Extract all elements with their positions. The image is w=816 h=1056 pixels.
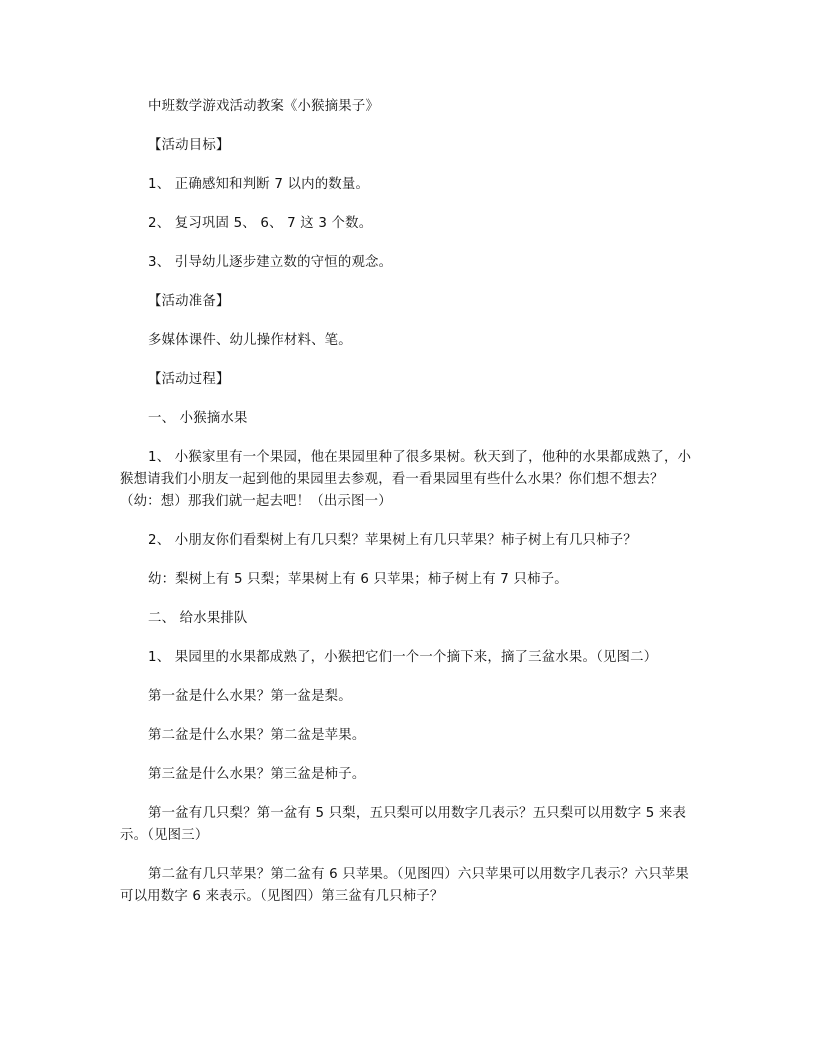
section-heading-2: 二、 给水果排队 <box>148 611 248 626</box>
process-paragraph-5: 第一盆是什么水果？第一盆是梨。 <box>148 689 352 704</box>
prep-materials: 多媒体课件、幼儿操作材料、笔。 <box>148 333 352 348</box>
heading-activity-prep: 【活动准备】 <box>148 294 230 309</box>
goal-item-2: 2、 复习巩固 5、 6、 7 这 3 个数。 <box>148 216 373 231</box>
section-heading-1: 一、 小猴摘水果 <box>148 411 248 426</box>
heading-activity-process: 【活动过程】 <box>148 372 230 387</box>
document-title: 中班数学游戏活动教案《小猴摘果子》 <box>148 99 380 114</box>
process-paragraph-3: 幼：梨树上有 5 只梨；苹果树上有 6 只苹果；柿子树上有 7 只柿子。 <box>148 572 568 587</box>
process-paragraph-6: 第二盆是什么水果？第二盆是苹果。 <box>148 728 366 743</box>
process-paragraph-7: 第三盆是什么水果？第三盆是柿子。 <box>148 767 366 782</box>
goal-item-1: 1、 正确感知和判断 7 以内的数量。 <box>148 177 370 192</box>
document-body <box>120 96 696 908</box>
heading-activity-goals: 【活动目标】 <box>148 138 230 153</box>
goal-item-3: 3、 引导幼儿逐步建立数的守恒的观念。 <box>148 255 393 270</box>
process-paragraph-2: 2、 小朋友你们看梨树上有几只梨？苹果树上有几只苹果？柿子树上有几只柿子？ <box>148 533 637 548</box>
process-paragraph-8: 第一盆有几只梨？第一盆有 5 只梨，五只梨可以用数字几表示？五只梨可以用数字 5 来表示。（见图三） <box>120 806 687 843</box>
process-paragraph-4: 1、 果园里的水果都成熟了，小猴把它们一个一个摘下来，摘了三盆水果。（见图二） <box>148 650 658 665</box>
process-paragraph-1: 1、 小猴家里有一个果园，他在果园里种了很多果树。秋天到了，他种的水果都成熟了，小猴想请我们小朋友一起到他的果园里去参观，看一看果园里有些什么水果？你们想不想去？（幼：想）那我们就一起去吧！（出示图一） <box>120 450 692 509</box>
process-paragraph-9: 第二盆有几只苹果？第二盆有 6 只苹果。（见图四）六只苹果可以用数字几表示？六只苹果可以用数字 6 来表示。（见图四）第三盆有几只柿子？ <box>120 867 689 904</box>
